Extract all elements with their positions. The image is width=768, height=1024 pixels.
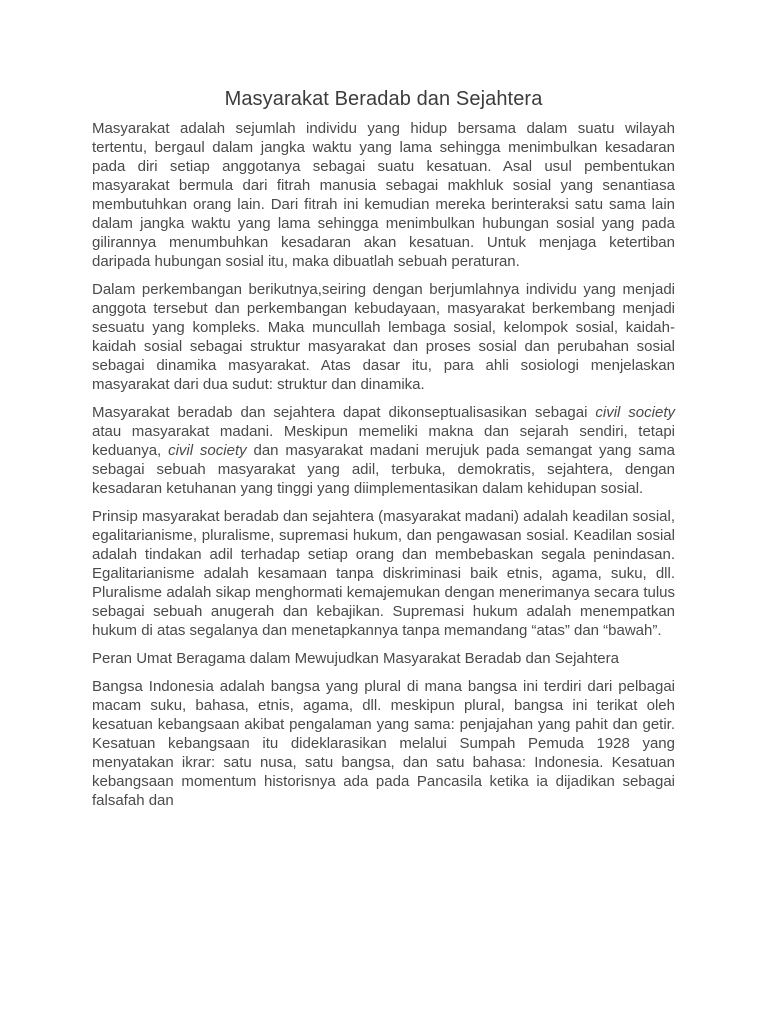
paragraph-text: Dalam perkembangan berikutnya,seiring dengan berjumlahnya individu yang menjadi anggota tersebut dan perkembangan kebudayaan, masyarakat berkembang menjadi sesuatu yang kompleks. Maka muncullah lembaga sosial, kelompok sosial, kaidah-kaidah sosial sebagai struktur masyarakat dan proses sosial dan perubahan sosial sebagai dinamika masyarakat. Atas dasar itu, para ahli sosiologi menjelaskan masyarakat dari dua sudut: struktur dan dinamika. xyxy=(92,281,675,393)
italic-term: civil society xyxy=(595,404,675,421)
paragraph-text: Masyarakat beradab dan sejahtera dapat dikonseptualisasikan sebagai xyxy=(92,404,596,421)
paragraph xyxy=(92,507,675,640)
paragraph-text: Peran Umat Beragama dalam Mewujudkan Masyarakat Beradab dan Sejahtera xyxy=(92,650,619,667)
paragraph-text: Masyarakat adalah sejumlah individu yang hidup bersama dalam suatu wilayah tertentu, bergaul dalam jangka waktu yang lama sehingga menimbulkan kesadaran pada diri setiap anggotanya sebagai suatu kesatuan. Asal usul pembentukan masyarakat bermula dari fitrah manusia sebagai makhluk sosial yang senantiasa membutuhkan orang lain. Dari fitrah ini kemudian mereka berinteraksi satu sama lain dalam jangka waktu yang lama sehingga menimbulkan hubungan sosial yang pada gilirannya menumbuhkan kesadaran akan kesatuan. Untuk menjaga ketertiban daripada hubungan sosial itu, maka dibuatlah sebuah peraturan. xyxy=(92,120,675,270)
document-title: Masyarakat Beradab dan Sejahtera xyxy=(224,88,543,110)
paragraph-text: atau masyarakat madani. Meskipun memeliki makna dan sejarah sendiri, tetapi keduanya, xyxy=(92,423,675,459)
paragraph xyxy=(92,280,675,394)
paragraph xyxy=(92,403,675,498)
paragraph xyxy=(92,119,675,271)
paragraph-text: Bangsa Indonesia adalah bangsa yang plural di mana bangsa ini terdiri dari pelbagai macam suku, bahasa, etnis, agama, dll. meskipun plural, bangsa ini terikat oleh kesatuan kebangsaan akibat pengalaman yang sama: penjajahan yang pahit dan getir. Kesatuan kebangsaan itu dideklarasikan melalui Sumpah Pemuda 1928 yang menyatakan ikrar: satu nusa, satu bangsa, dan satu bahasa: Indonesia. Kesatuan kebangsaan momentum historisnya ada pada Pancasila ketika ia dijadikan sebagai falsafah dan xyxy=(92,678,675,809)
italic-term: civil society xyxy=(168,442,247,459)
paragraph xyxy=(92,677,675,810)
paragraph-text: Prinsip masyarakat beradab dan sejahtera (masyarakat madani) adalah keadilan sosial, egalitarianisme, pluralisme, supremasi hukum, dan pengawasan sosial. Keadilan sosial adalah tindakan adil terhadap setiap orang dan membebaskan segala penindasan. Egalitarianisme adalah kesamaan tanpa diskriminasi baik etnis, agama, suku, dll. Pluralisme adalah sikap menghormati kemajemukan dengan menerimanya secara tulus sebagai sebuah anugerah dan kebajikan. Supremasi hukum adalah menempatkan hukum di atas segalanya dan menetapkannya tanpa memandang “atas” dan “bawah”. xyxy=(92,508,675,639)
section-heading-paragraph xyxy=(92,649,675,668)
document-page xyxy=(92,88,675,819)
paragraph-text: dan masyarakat madani merujuk pada semangat yang sama sebagai sebuah masyarakat yang adil, terbuka, demokratis, sejahtera, dengan kesadaran ketuhanan yang tinggi yang diimplementasikan dalam kehidupan sosial. xyxy=(92,442,676,497)
